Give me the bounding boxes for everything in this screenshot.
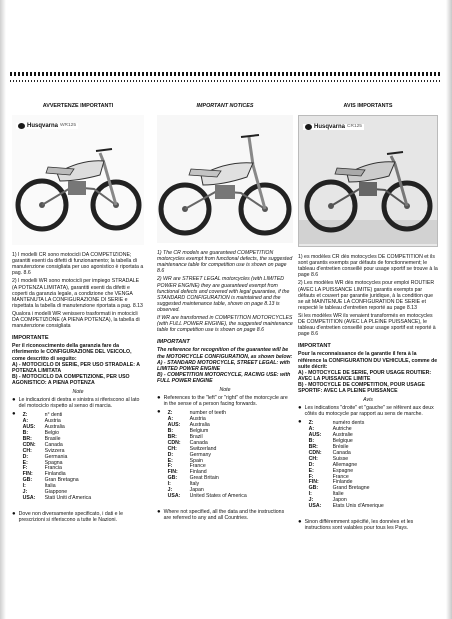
- codes-item: [12, 411, 144, 504]
- table-row: Z: numéro dents: [308, 420, 365, 427]
- model-name: WR125: [60, 123, 77, 129]
- dotted-rule-bottom: [10, 80, 442, 82]
- intro-paragraph: 1) The CR models are guaranteed COMPETITION motorcycles exempt from functional defects, the suggested maintenance table for competition use is shown on page 8.6: [157, 250, 293, 275]
- brand-logo: Husqvarna WR125: [16, 123, 78, 129]
- table-row: BR: Brazil: [167, 433, 203, 440]
- table-row: B: Belgique: [308, 438, 353, 445]
- table-row: J: Japon: [308, 497, 347, 504]
- country-codes-table: [23, 413, 92, 502]
- intro-paragraph: 1) es modèles CR dès motocycles DE COMPETITION et ils sont garantis exempts par défauts de fonctionnement; le tableau d'entretien conseillé pour usage sportif se trouve à la page 8.6: [298, 254, 438, 279]
- bullet-icon: ●: [157, 409, 161, 416]
- bullet-icon: ●: [298, 518, 302, 525]
- motorcycle-photo: [12, 115, 144, 245]
- table-row: A: Austria: [22, 418, 61, 425]
- table-row: FIN: Finlandia: [22, 471, 66, 478]
- table-row: GB: Grand Bretagne: [308, 485, 370, 492]
- table-row: USA: Etats Unis d'Amerique: [308, 503, 384, 510]
- codes-item: [298, 419, 438, 512]
- table-row: USA: Stati Uniti d'America: [22, 494, 92, 501]
- column-english: [157, 103, 293, 523]
- table-row: AUS: Australia: [22, 424, 65, 431]
- table-row: F: France: [167, 463, 206, 470]
- table-row: CDN: Canada: [167, 439, 208, 446]
- important-block: [12, 335, 144, 386]
- country-codes-table: [168, 411, 247, 500]
- footer-item: ● Where not specified, all the data and the instructions are referred to any and all Countries.: [157, 508, 285, 521]
- intro-paragraph: 2) WR are STREET LEGAL motorcycles (with LIMITED POWER ENGINE) they are guaranteed exempt from functional defects and covered with legal guarantee, if the STANDARD CONFIGURATION is maintained and the suggested maintenance table, shown on page 8.13 is observed.: [157, 276, 290, 313]
- table-row: E: Spain: [167, 457, 203, 464]
- model-name: CR125: [347, 124, 362, 130]
- table-row: CH: Suisse: [308, 455, 349, 462]
- page-left-edge: [0, 0, 6, 619]
- table-row: GB: Great Britain: [167, 475, 219, 482]
- column-french: [298, 103, 438, 533]
- important-block: [157, 339, 293, 384]
- intro-paragraph: 2) I modelli WR sono motocicli per impiego STRADALE (A POTENZA LIMITATA), garantiti esenti da difetti e coperti da garanzia legale, a condizione che VENGA MANTENUTA LA CONFIGURAZIONE DI SERIE e rispettata la tabella di manutenzione riportata a pag. 8.13: [12, 278, 143, 309]
- important-line: come descritto di seguito:: [12, 355, 77, 362]
- table-row: D: Allemagne: [308, 461, 358, 468]
- table-row: BR: Brasile: [22, 435, 61, 442]
- table-row: I: Italia: [22, 483, 56, 490]
- table-row: CH: Switzerland: [167, 445, 217, 452]
- note-item: ● Les indications "droite" et "gauche" se réfèrent aux deux côtés du motocycle par rapport au sens de marche.: [298, 405, 434, 418]
- table-row: CDN: Canada: [308, 449, 351, 456]
- motorcycle-illustration: [12, 115, 144, 245]
- important-line: B) - COMPETITION MOTORCYCLE, RACING USE: with FULL POWER ENGINE: [157, 371, 291, 384]
- bullet-icon: ●: [298, 419, 302, 426]
- bullet-icon: ●: [12, 397, 16, 404]
- table-row: FIN: Finlande: [308, 479, 353, 486]
- dotted-rule-top: [10, 72, 442, 76]
- table-row: CH: Svizzera: [22, 447, 65, 454]
- table-row: USA: United States of America: [167, 492, 247, 499]
- column-header: IMPORTANT NOTICES: [196, 103, 254, 109]
- important-line: A) - MOTOCICLO DI SERIE, PER USO STRADALE: A POTENZA LIMITATA: [12, 361, 140, 374]
- important-line: A) - STANDARD MOTORCYCLE, STREET LEGAL: with LIMITED POWER ENGINE: [157, 359, 290, 372]
- important-line: A) - MOTOCYCLE DE SERIE, POUR USAGE ROUTIER: AVEC LA PUISSANCE LIMITE: [298, 369, 432, 382]
- important-title: IMPORTANT: [298, 343, 331, 350]
- table-row: A: Autriche: [308, 426, 352, 433]
- important-line: B) - MOTOCICLO DA COMPETIZIONE, PER USO AGONISTICO: A PIENA POTENZA: [12, 373, 130, 386]
- intro-paragraph: Si les modèles WR ils venaient transformés en motocycles DE COMPETITION (AVEC LA PLEINE PUISSANCE), le tableau d'entretien conseillé pour usage sportif est reporté à page 8.6: [298, 312, 436, 338]
- motorcycle-illustration: [157, 115, 293, 243]
- table-row: E: Spagna: [22, 459, 63, 466]
- table-row: E: Espagne: [308, 467, 354, 474]
- bullet-icon: ●: [157, 508, 161, 515]
- important-block: [298, 343, 438, 394]
- table-row: I: Italie: [308, 491, 344, 498]
- table-row: D: Germania: [22, 453, 68, 460]
- note-title: Avis: [363, 397, 373, 404]
- note-item: ● Le indicazioni di destra e sinistra si riferiscono al lato del motociclo rispetto al senso di marcia.: [12, 397, 140, 410]
- table-row: BR: Brésile: [308, 443, 349, 450]
- country-codes-table: [309, 421, 384, 510]
- intro-text: [157, 250, 293, 333]
- brand-logo: Husqvarna CR125: [303, 124, 364, 130]
- note-title: Note: [219, 386, 231, 393]
- intro-text: [298, 254, 438, 337]
- important-line: B) - MOTOCYCLE DE COMPETITION, POUR USAGE SPORTIF: AVEC LA PLEINE PUISSANCE: [298, 381, 426, 394]
- table-row: AUS: Australia: [167, 422, 210, 429]
- table-row: CDN: Canada: [22, 441, 63, 448]
- bullet-icon: ●: [12, 510, 16, 517]
- bullet-icon: ●: [298, 405, 302, 412]
- footer-item: ● Sinon différemment spécifié, les données et les instructions sont valables pour tous les Pays.: [298, 518, 414, 532]
- intro-paragraph: 2) Les modèles WR dès motocycles pour emploi ROUTIER (AVEC LA PUISSANCE LIMITE) garantis exempts par défauts et couvert par garantie juridique, à la condition que se ait MAINTENUE LA CONFIGURATION DE SERIE et respecté le tableau d'entretien reporté au page 8.13: [298, 280, 435, 311]
- table-row: Z: n° denti: [22, 412, 63, 419]
- bullet-icon: ●: [12, 411, 16, 418]
- table-row: GB: Gran Bretagna: [22, 477, 79, 484]
- important-line: The reference for recognition of the guarantee will be the MOTORCYCLE CONFIGURATION, as shown below:: [157, 347, 293, 360]
- table-row: F: France: [308, 473, 349, 480]
- note-title: Note: [72, 388, 84, 395]
- table-row: F: Francia: [22, 465, 62, 472]
- bullet-icon: ●: [157, 395, 161, 402]
- table-row: B: Belgio: [22, 429, 60, 436]
- table-row: D: Germany: [167, 451, 211, 458]
- table-row: A: Austria: [167, 416, 206, 423]
- husqvarna-crown-icon: [18, 123, 25, 129]
- codes-item: [157, 409, 293, 502]
- important-title: IMPORTANT: [157, 339, 190, 346]
- table-row: AUS: Australie: [308, 432, 353, 439]
- table-row: B: Belgium: [167, 427, 209, 434]
- column-header: AVVERTENZE IMPORTANTI: [42, 103, 114, 109]
- table-row: J: Giappone: [22, 489, 68, 496]
- important-line: Pour la reconnaissance de la garantie il fera à la référence la CONFIGURATION DU VEHICULE, comme de suite décrit:: [298, 351, 438, 370]
- column-header: AVIS IMPORTANTS: [343, 103, 393, 109]
- motorcycle-illustration: [299, 116, 437, 244]
- footer-item: ● Dove non diversamente specificato, i dati e le prescrizioni si riferiscono a tutte le Nazioni.: [12, 510, 124, 523]
- motorcycle-photo: [298, 115, 438, 247]
- husqvarna-crown-icon: [305, 124, 312, 130]
- table-row: I: Italy: [167, 481, 200, 488]
- note-item: ● References to the "left" or "right" of the motorcycle are in the sense of a person facing forwards.: [157, 395, 288, 408]
- intro-paragraph: 1) I modelli CR sono motocicli DA COMPETIZIONE; garantiti esenti da difetti di funzionamento; la tabella di manutenzione consigliata per uso agonistico è riportata a pag. 8.6: [12, 252, 144, 277]
- table-row: J: Japan: [167, 487, 204, 494]
- important-title: IMPORTANTE: [12, 335, 49, 342]
- motorcycle-photo: [157, 115, 293, 243]
- important-line: Per il riconoscimento della garanzia fare da riferimento le CONFIGURAZIONE DEL VEICOLO,: [12, 343, 132, 356]
- intro-paragraph: If WR are transformed in COMPETITION MOTORCYCLES (with FULL POWER ENGINE), the suggested maintenance table for competition use is shown on page 8.6: [157, 315, 293, 334]
- page-right-edge: [446, 0, 452, 619]
- intro-paragraph: Qualora i modelli WR venissero trasformati in motocicli DA COMPETIZIONE (A PIENA POTENZA), la tabella di manutenzione consigliata: [12, 310, 140, 330]
- intro-text: [12, 252, 144, 329]
- column-italian: [12, 103, 144, 525]
- table-row: Z: number of teeth: [167, 410, 226, 417]
- table-row: FIN: Finland: [167, 469, 207, 476]
